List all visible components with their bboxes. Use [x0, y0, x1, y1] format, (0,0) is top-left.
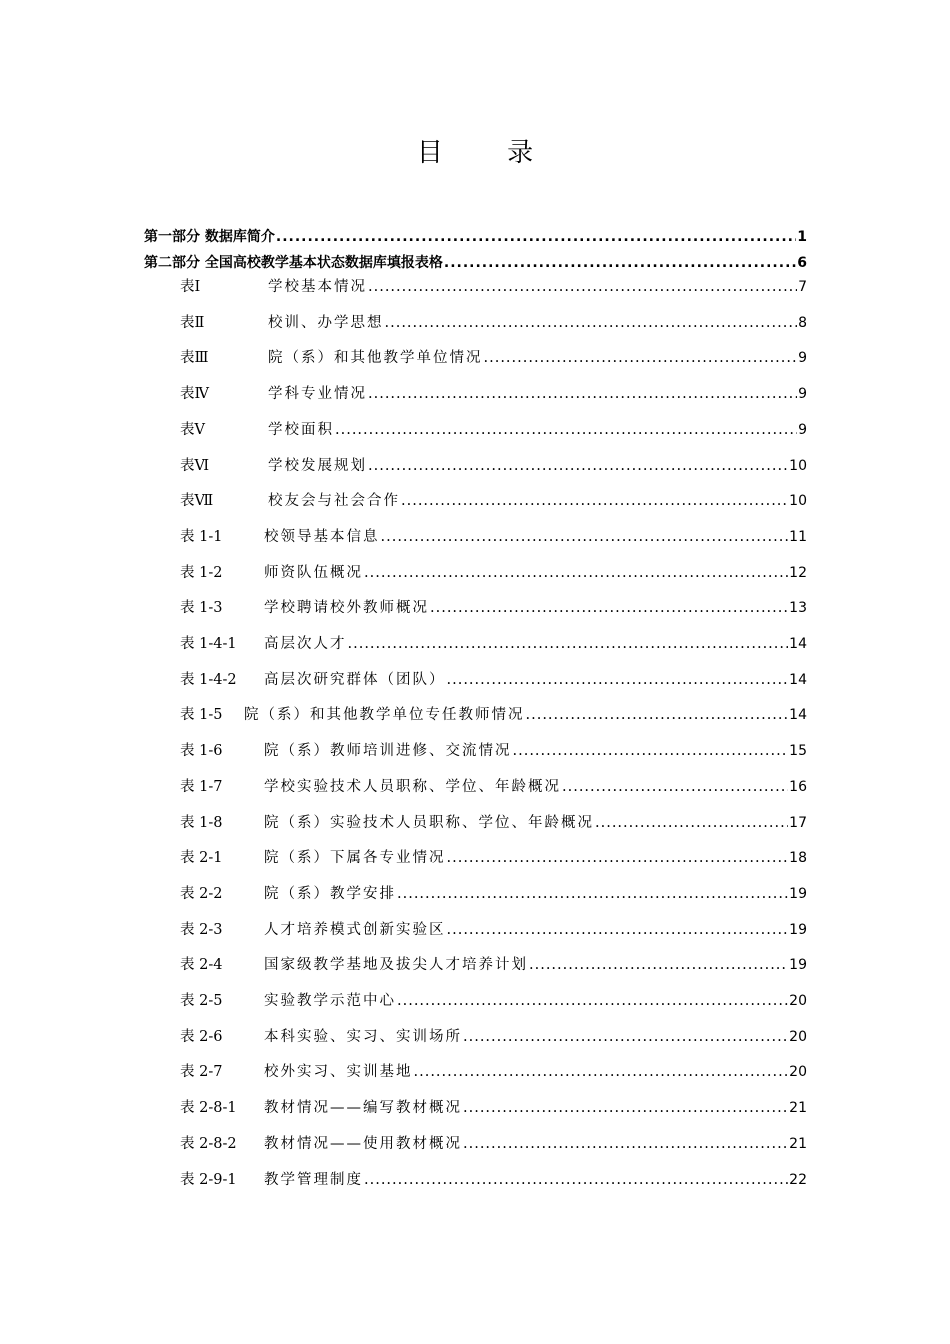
- toc-entry-code: 表 1-7: [180, 778, 223, 795]
- toc-entry-code: 表 2-8-1: [180, 1100, 237, 1117]
- toc-entry-row[interactable]: [180, 632, 807, 656]
- toc-entry-name: 院（系）和其他教学单位情况: [268, 350, 483, 367]
- toc-page-number: 18: [789, 850, 807, 867]
- toc-entry-row[interactable]: [180, 811, 807, 835]
- toc-dot-leader: [276, 229, 796, 245]
- toc-dot-leader: [463, 1029, 788, 1045]
- toc-entry-name: 学校发展规划: [268, 457, 367, 474]
- toc-page-number: 14: [789, 636, 807, 652]
- toc-entry-code: 表Ⅱ: [180, 314, 205, 331]
- toc-entry-row[interactable]: [180, 454, 807, 478]
- toc-page-number: 12: [789, 564, 807, 581]
- toc-part-row[interactable]: [144, 226, 807, 250]
- toc-entry-name: 师资队伍概况: [264, 564, 363, 581]
- toc-entry-name: 校训、办学思想: [268, 314, 384, 331]
- toc-entry-name: 校领导基本信息: [264, 528, 380, 545]
- toc-entry-name: 学校聘请校外教师概况: [264, 600, 429, 617]
- toc-entry-name: 院（系）教师培训进修、交流情况: [264, 743, 512, 760]
- toc-entry-row[interactable]: [180, 1132, 807, 1156]
- toc-dot-leader: [364, 565, 788, 581]
- toc-dot-leader: [335, 422, 797, 438]
- toc-entry-code: 表 2-9-1: [180, 1171, 237, 1188]
- toc-part-name: 第一部分 数据库简介: [144, 229, 275, 245]
- toc-dot-leader: [447, 672, 789, 688]
- toc-entry-name: 高层次人才: [264, 636, 347, 652]
- toc-entry-row[interactable]: [180, 561, 807, 585]
- toc-dot-leader: [463, 1136, 788, 1152]
- toc-entry-code: 表 2-8-2: [180, 1135, 237, 1152]
- toc-entry-row[interactable]: [180, 346, 807, 370]
- toc-entry-name: 学科专业情况: [268, 386, 367, 403]
- toc-entry-row[interactable]: [180, 1096, 807, 1120]
- toc-page-number: 10: [789, 493, 807, 510]
- toc-entry-row[interactable]: [180, 1025, 807, 1049]
- toc-entry-name: 实验教学示范中心: [264, 993, 396, 1009]
- toc-entry-name: 学校实验技术人员职称、学位、年龄概况: [264, 778, 561, 795]
- toc-page-number: 20: [789, 1064, 807, 1081]
- toc-entry-code: 表 1-2: [180, 564, 223, 581]
- toc-page-number: 14: [789, 671, 807, 688]
- toc-entry-code: 表Ⅵ: [180, 457, 210, 474]
- toc-dot-leader: [385, 315, 798, 331]
- toc-page-number: 9: [798, 386, 807, 403]
- toc-page-number: 20: [789, 993, 807, 1009]
- toc-dot-leader: [348, 636, 789, 652]
- toc-dot-leader: [368, 458, 788, 474]
- toc-entry-name: 院（系）教学安排: [264, 885, 396, 902]
- toc-entry-name: 本科实验、实习、实训场所: [264, 1028, 462, 1045]
- toc-entry-row[interactable]: [180, 775, 807, 799]
- toc-page-number: 20: [789, 1028, 807, 1045]
- toc-entry-name: 高层次研究群体（团队）: [264, 671, 446, 688]
- toc-entry-code: 表 2-7: [180, 1064, 223, 1081]
- toc-entry-row[interactable]: [180, 918, 807, 942]
- toc-page-number: 15: [789, 743, 807, 760]
- toc-entry-code: 表Ⅰ: [180, 279, 201, 295]
- toc-entry-code: 表 1-1: [180, 528, 223, 545]
- toc-dot-leader: [447, 850, 789, 866]
- toc-page-number: 11: [789, 528, 807, 545]
- toc-entry-row[interactable]: [180, 989, 807, 1013]
- toc-dot-leader: [397, 993, 788, 1009]
- toc-page-number: 22: [789, 1171, 807, 1188]
- toc-entry-name: 学校面积: [268, 421, 334, 438]
- toc-dot-leader: [401, 493, 788, 509]
- toc-entry-row[interactable]: [180, 311, 807, 335]
- toc-entry-name: 院（系）实验技术人员职称、学位、年龄概况: [264, 814, 594, 831]
- toc-page-number: 17: [789, 814, 807, 831]
- toc-entry-row[interactable]: [180, 275, 807, 299]
- toc-entry-name: 院（系）下属各专业情况: [264, 850, 446, 867]
- toc-page-number: 13: [789, 600, 807, 617]
- toc-entry-row[interactable]: [180, 846, 807, 870]
- toc-entry-row[interactable]: [180, 668, 807, 692]
- toc-title: 目 录: [416, 138, 562, 168]
- toc-entry-row[interactable]: [180, 382, 807, 406]
- toc-entry-code: 表Ⅶ: [180, 493, 214, 510]
- toc-entry-code: 表 2-6: [180, 1028, 223, 1045]
- toc-part-row[interactable]: [144, 252, 807, 276]
- toc-page-number: 6: [797, 255, 807, 271]
- toc-dot-leader: [484, 350, 798, 366]
- toc-entry-code: 表 2-4: [180, 957, 223, 974]
- toc-entry-code: 表 1-3: [180, 600, 223, 617]
- toc-entry-row[interactable]: [180, 882, 807, 906]
- toc-entry-row[interactable]: [180, 703, 807, 727]
- toc-entry-name: 教学管理制度: [264, 1171, 363, 1188]
- toc-entry-code: 表Ⅳ: [180, 386, 209, 403]
- toc-page-number: 8: [798, 314, 807, 331]
- toc-entry-code: 表 1-8: [180, 814, 223, 831]
- toc-dot-leader: [447, 922, 789, 938]
- toc-entry-row[interactable]: [180, 739, 807, 763]
- toc-entry-code: 表 2-1: [180, 850, 223, 867]
- toc-dot-leader: [529, 957, 788, 973]
- toc-entry-row[interactable]: [180, 1060, 807, 1084]
- toc-entry-name: 学校基本情况: [268, 279, 367, 295]
- toc-entry-name: 国家级教学基地及拔尖人才培养计划: [264, 957, 528, 974]
- toc-entry-row[interactable]: [180, 1168, 807, 1192]
- toc-entry-code: 表 2-2: [180, 885, 223, 902]
- toc-dot-leader: [463, 1100, 788, 1116]
- toc-dot-leader: [381, 529, 789, 545]
- toc-entry-code: 表 2-5: [180, 993, 223, 1009]
- toc-dot-leader: [430, 600, 788, 616]
- toc-page-number: 21: [789, 1135, 807, 1152]
- toc-dot-leader: [364, 1172, 788, 1188]
- toc-page-number: 14: [789, 707, 807, 724]
- toc-entry-name: 校友会与社会合作: [268, 493, 400, 510]
- toc-entry-name: 院（系）和其他教学单位专任教师情况: [244, 707, 525, 724]
- toc-entry-row[interactable]: [180, 489, 807, 513]
- toc-page-number: 19: [789, 957, 807, 974]
- toc-entry-code: 表 1-4-1: [180, 636, 237, 652]
- toc-page-number: 1: [797, 229, 807, 245]
- toc-entry-code: 表Ⅴ: [180, 421, 205, 438]
- toc-entry-row[interactable]: [180, 596, 807, 620]
- toc-entry-name: 教材情况——使用教材概况: [264, 1135, 462, 1152]
- toc-page-number: 16: [789, 778, 807, 795]
- toc-entry-name: 教材情况——编写教材概况: [264, 1100, 462, 1117]
- toc-dot-leader: [444, 255, 796, 271]
- toc-page-number: 9: [798, 421, 807, 438]
- toc-dot-leader: [397, 886, 788, 902]
- toc-dot-leader: [562, 779, 788, 795]
- toc-entry-name: 校外实习、实训基地: [264, 1064, 413, 1081]
- toc-entry-code: 表Ⅲ: [180, 350, 209, 367]
- toc-page-number: 19: [789, 921, 807, 938]
- toc-page-number: 21: [789, 1100, 807, 1117]
- toc-page-number: 19: [789, 885, 807, 902]
- toc-entry-code: 表 1-4-2: [180, 671, 237, 688]
- toc-entry-name: 人才培养模式创新实验区: [264, 921, 446, 938]
- toc-dot-leader: [513, 743, 789, 759]
- toc-entry-code: 表 1-6: [180, 743, 223, 760]
- toc-entry-row[interactable]: [180, 418, 807, 442]
- toc-page-number: 10: [789, 457, 807, 474]
- toc-page-number: 7: [798, 279, 807, 295]
- toc-page-number: 9: [798, 350, 807, 367]
- toc-dot-leader: [414, 1064, 789, 1080]
- toc-part-name: 第二部分 全国高校教学基本状态数据库填报表格: [144, 255, 443, 271]
- toc-dot-leader: [526, 707, 789, 723]
- toc-dot-leader: [595, 815, 788, 831]
- toc-entry-code: 表 2-3: [180, 921, 223, 938]
- toc-entry-row[interactable]: [180, 953, 807, 977]
- toc-dot-leader: [368, 386, 797, 402]
- toc-entry-code: 表 1-5: [180, 707, 223, 724]
- toc-dot-leader: [368, 279, 797, 295]
- toc-entry-row[interactable]: [180, 525, 807, 549]
